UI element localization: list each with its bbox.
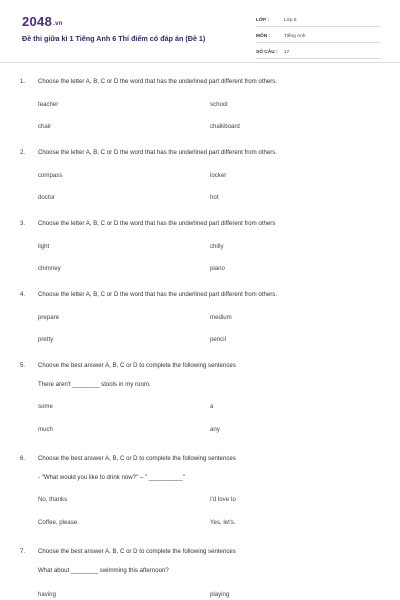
- option-b[interactable]: locker: [210, 172, 227, 179]
- option-d[interactable]: piano: [210, 265, 225, 272]
- meta-key: SỐ CÂU :: [256, 49, 278, 55]
- option-d[interactable]: pencil: [210, 336, 226, 343]
- option-b[interactable]: I'd love to: [210, 496, 236, 503]
- option-b[interactable]: school: [210, 101, 228, 108]
- meta-row-class: [256, 14, 380, 27]
- option-c[interactable]: chimney: [38, 265, 61, 272]
- meta-key: LỚP :: [256, 17, 270, 23]
- question-number: 5.: [20, 362, 26, 369]
- option-d[interactable]: any: [210, 426, 220, 433]
- question-text: Choose the letter A, B, C or D the word that has the underlined part different from others.: [38, 291, 278, 298]
- meta-value: Tiếng Anh: [284, 33, 306, 39]
- question-number: 7.: [20, 548, 26, 555]
- question-sentence: What about ________ swimming this afternoon?: [38, 567, 169, 574]
- option-c[interactable]: pretty: [38, 336, 54, 343]
- option-a[interactable]: having: [38, 591, 56, 598]
- question-number: 2.: [20, 149, 26, 156]
- option-d[interactable]: Yes, let's.: [210, 519, 236, 526]
- question-number: 3.: [20, 220, 26, 227]
- question-text: Choose the letter A, B, C or D the word that has the underlined part different from others.: [38, 78, 278, 85]
- meta-value: 17: [284, 49, 290, 55]
- document-title: Đề thi giữa kì 1 Tiếng Anh 6 Thí điểm có đáp án (Đề 1): [22, 34, 206, 43]
- question-5: [20, 362, 382, 433]
- option-c[interactable]: much: [38, 426, 53, 433]
- option-c[interactable]: chair: [38, 123, 52, 130]
- question-number: 6.: [20, 455, 26, 462]
- option-c[interactable]: doctor: [38, 194, 55, 201]
- question-number: 1.: [20, 78, 26, 85]
- question-sentence: There aren't ________ stools in my room.: [38, 381, 151, 388]
- option-c[interactable]: Coffee, please.: [38, 519, 79, 526]
- question-2: [20, 149, 382, 201]
- option-d[interactable]: chalkboard: [210, 123, 240, 130]
- question-text: Choose the letter A, B, C or D the word that has the underlined part different from others.: [38, 149, 278, 156]
- question-1: [20, 78, 382, 130]
- document-header: [0, 0, 400, 62]
- question-text: Choose the letter A, B, C or D the word that has the underlined part different from others: [38, 220, 276, 227]
- option-a[interactable]: some: [38, 403, 53, 410]
- option-b[interactable]: medium: [210, 314, 232, 321]
- site-logo[interactable]: 2048.vn: [22, 14, 63, 29]
- option-a[interactable]: prepare: [38, 314, 60, 321]
- option-d[interactable]: hot: [210, 194, 219, 201]
- header-divider: [0, 62, 400, 63]
- question-text: Choose the best answer A, B, C or D to complete the following sentences: [38, 455, 236, 462]
- meta-row-count: [256, 46, 380, 59]
- question-3: [20, 220, 382, 272]
- option-a[interactable]: No, thanks: [38, 496, 68, 503]
- option-b[interactable]: playing: [210, 591, 230, 598]
- question-text: Choose the best answer A, B, C or D to complete the following sentences: [38, 362, 236, 369]
- document-meta: [256, 14, 380, 62]
- option-a[interactable]: light: [38, 243, 50, 250]
- meta-row-subject: [256, 30, 380, 43]
- question-7: [20, 548, 382, 598]
- question-4: [20, 291, 382, 343]
- question-sentence: - "What would you like to drink now?" – " __________": [38, 474, 185, 481]
- meta-value: Lớp 6: [284, 17, 297, 23]
- option-a[interactable]: teacher: [38, 101, 59, 108]
- option-a[interactable]: compass: [38, 172, 63, 179]
- question-text: Choose the best answer A, B, C or D to complete the following sentences: [38, 548, 236, 555]
- question-6: [20, 455, 382, 526]
- option-b[interactable]: chilly: [210, 243, 224, 250]
- option-b[interactable]: a: [210, 403, 214, 410]
- question-number: 4.: [20, 291, 26, 298]
- meta-key: MÔN :: [256, 33, 271, 39]
